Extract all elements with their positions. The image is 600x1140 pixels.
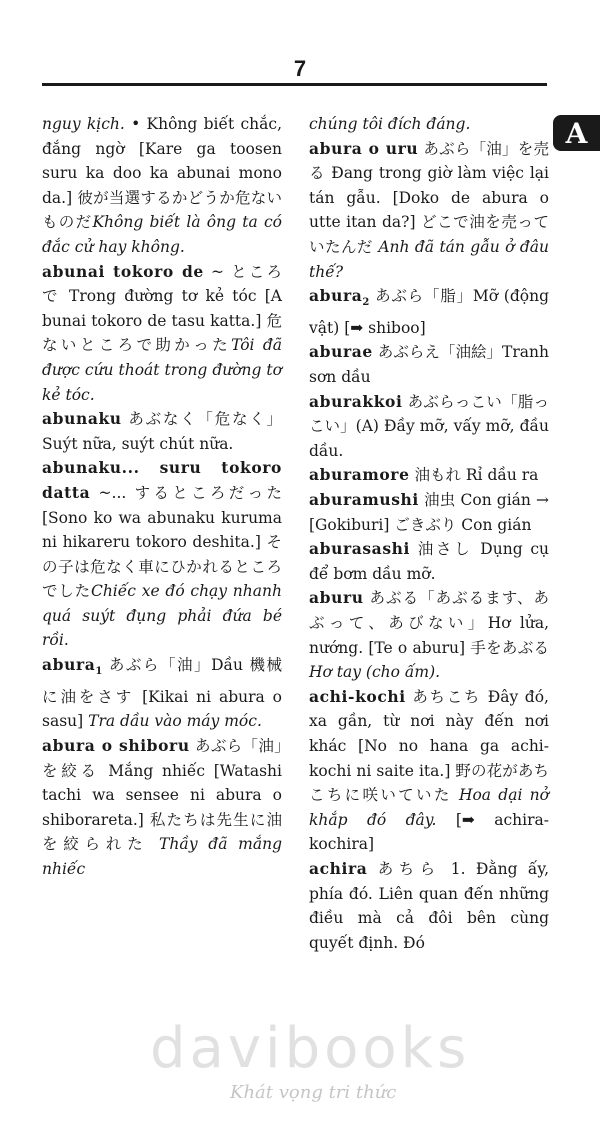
entry-translation: Hoa dại nở khắp đó đây.: [309, 786, 549, 829]
entry-text: あぶらっこい「脂っこい」(A) Đầy mỡ, vấy mỡ, đầu dầu.: [309, 392, 549, 460]
entry-translation: Anh đã tán gẫu ở đâu thế?: [309, 237, 549, 281]
entry-text: あぶら「油」を売る Đang trong giờ làm việc lại tán gẫu. [Doko de abura o utte itan da?] どこで油を売っていたんだ: [309, 139, 549, 256]
entry-subscript: 1: [95, 666, 103, 678]
dictionary-entry: [42, 653, 282, 734]
entry-text: • Không biết chắc, đắng ngờ [Kare ga toosen suru ka doo ka abunai mono da.] 彼が当選するかどうか危ないものだ: [42, 115, 283, 232]
entry-translation: Không biết là ông ta có đắc cử hay không.: [42, 213, 282, 256]
dictionary-entry: [309, 488, 549, 537]
entry-text: あぶなく「危なく」Suýt nữa, suýt chút nữa.: [42, 410, 282, 453]
entry-headword: abunai tokoro de: [42, 261, 204, 281]
dictionary-entry: [309, 857, 549, 955]
dictionary-entry: [309, 685, 549, 857]
dictionary-entry: [42, 734, 282, 882]
entry-headword: aburamushi: [309, 490, 419, 509]
entry-text: あぶら「脂」Mỡ (động vật) [➡ shiboo]: [309, 287, 549, 337]
dictionary-entry: [42, 456, 282, 653]
entry-translation: Thầy đã mắng nhiếc: [42, 835, 282, 878]
entry-text: あちこち Đây đó, xa gần, từ nơi này đến nơi khác [No no hana ga achi-kochi ni saite ita.] 野の花があちこちに咲いていた: [309, 687, 549, 805]
page-number: 7: [293, 56, 307, 81]
dictionary-entry: [42, 260, 282, 408]
entry-headword: abura o uru: [309, 138, 419, 158]
dictionary-entry: [309, 463, 549, 488]
entry-text: 油もれ Rỉ dầu ra: [409, 466, 539, 485]
entry-translation: Chiếc xe đó chạy nhanh quá suýt đụng phải đứa bé rồi.: [42, 582, 282, 650]
dictionary-entry: [42, 112, 282, 260]
dictionary-entry: [309, 537, 549, 586]
entry-text: ~... するところだった [Sono ko wa abunaku kuruma ni hikareru tokoro deshita.] その子は危なく車にひかれるところでした: [42, 483, 282, 601]
entry-headword: abura: [42, 655, 96, 675]
entry-headword: abura o shiboru: [42, 735, 190, 755]
entry-text: あぶら「油」Dầu 機械に油をさす [Kikai ni abura o sasu]: [42, 656, 282, 731]
entry-headword: abunaku: [42, 409, 122, 429]
entry-translation: Tra dầu vào máy móc.: [88, 712, 262, 731]
dictionary-entry: [309, 390, 549, 464]
watermark-tagline: Khát vọng tri thức: [230, 1082, 397, 1103]
left-column: [42, 112, 282, 882]
watermark-logo: davibooks: [150, 1016, 471, 1081]
entry-headword: aburasashi: [309, 539, 411, 559]
entry-headword: aburamore: [309, 465, 410, 485]
entry-headword: aburae: [309, 342, 373, 362]
dictionary-entry: [42, 407, 282, 456]
entry-translation: chúng tôi đích đáng.: [309, 115, 471, 133]
right-column: [309, 112, 549, 955]
entry-text: あぶら「油」を絞る Mắng nhiếc [Watashi tachi wa sensee ni abura o shiborareta.] 私たちは先生に油を絞られた: [42, 736, 282, 854]
entry-translation: Hơ tay (cho ấm).: [309, 663, 441, 682]
entry-text: [➡ achira-kochira]: [309, 810, 550, 854]
entry-text: 油虫 Con gián → [Gokiburi] ごきぶり Con gián: [309, 491, 549, 534]
entry-headword: achira: [309, 858, 368, 878]
entry-headword: aburu: [309, 588, 364, 608]
letter-tab: A: [553, 115, 600, 151]
dictionary-entry: [309, 340, 549, 389]
entry-text: あちら 1. Đằng ấy, phía đó. Liên quan đến những điều mà cả đôi bên cùng quyết định. Đó: [309, 859, 549, 952]
entry-headword: achi-kochi: [309, 686, 406, 706]
dictionary-entry: [309, 137, 549, 285]
dictionary-entry: [309, 284, 549, 340]
entry-text: あぶらえ「油絵」Tranh sơn dầu: [309, 343, 549, 387]
header-rule: [42, 83, 547, 86]
entry-headword: abunaku... suru tokoro datta: [42, 458, 282, 502]
dictionary-entry: [309, 112, 549, 137]
entry-text: 油さし Dụng cụ để bơm dầu mỡ.: [309, 540, 549, 583]
entry-text: あぶる「あぶるます、あぶって、あびない」Hơ lửa, nướng. [Te o aburu] 手をあぶる: [309, 589, 549, 657]
dictionary-entry: [309, 586, 549, 684]
entry-headword: abura: [309, 286, 363, 306]
entry-text: ~ ところで Trong đường tơ kẻ tóc [A bunai tokoro de tasu katta.] 危ないところで助かった: [42, 262, 282, 355]
entry-headword: aburakkoi: [309, 391, 403, 411]
entry-subscript: 2: [362, 297, 370, 309]
entry-translation: nguy kịch.: [42, 115, 125, 133]
entry-translation: Tôi đã được cứu thoát trong đường tơ kẻ tóc.: [42, 336, 282, 404]
